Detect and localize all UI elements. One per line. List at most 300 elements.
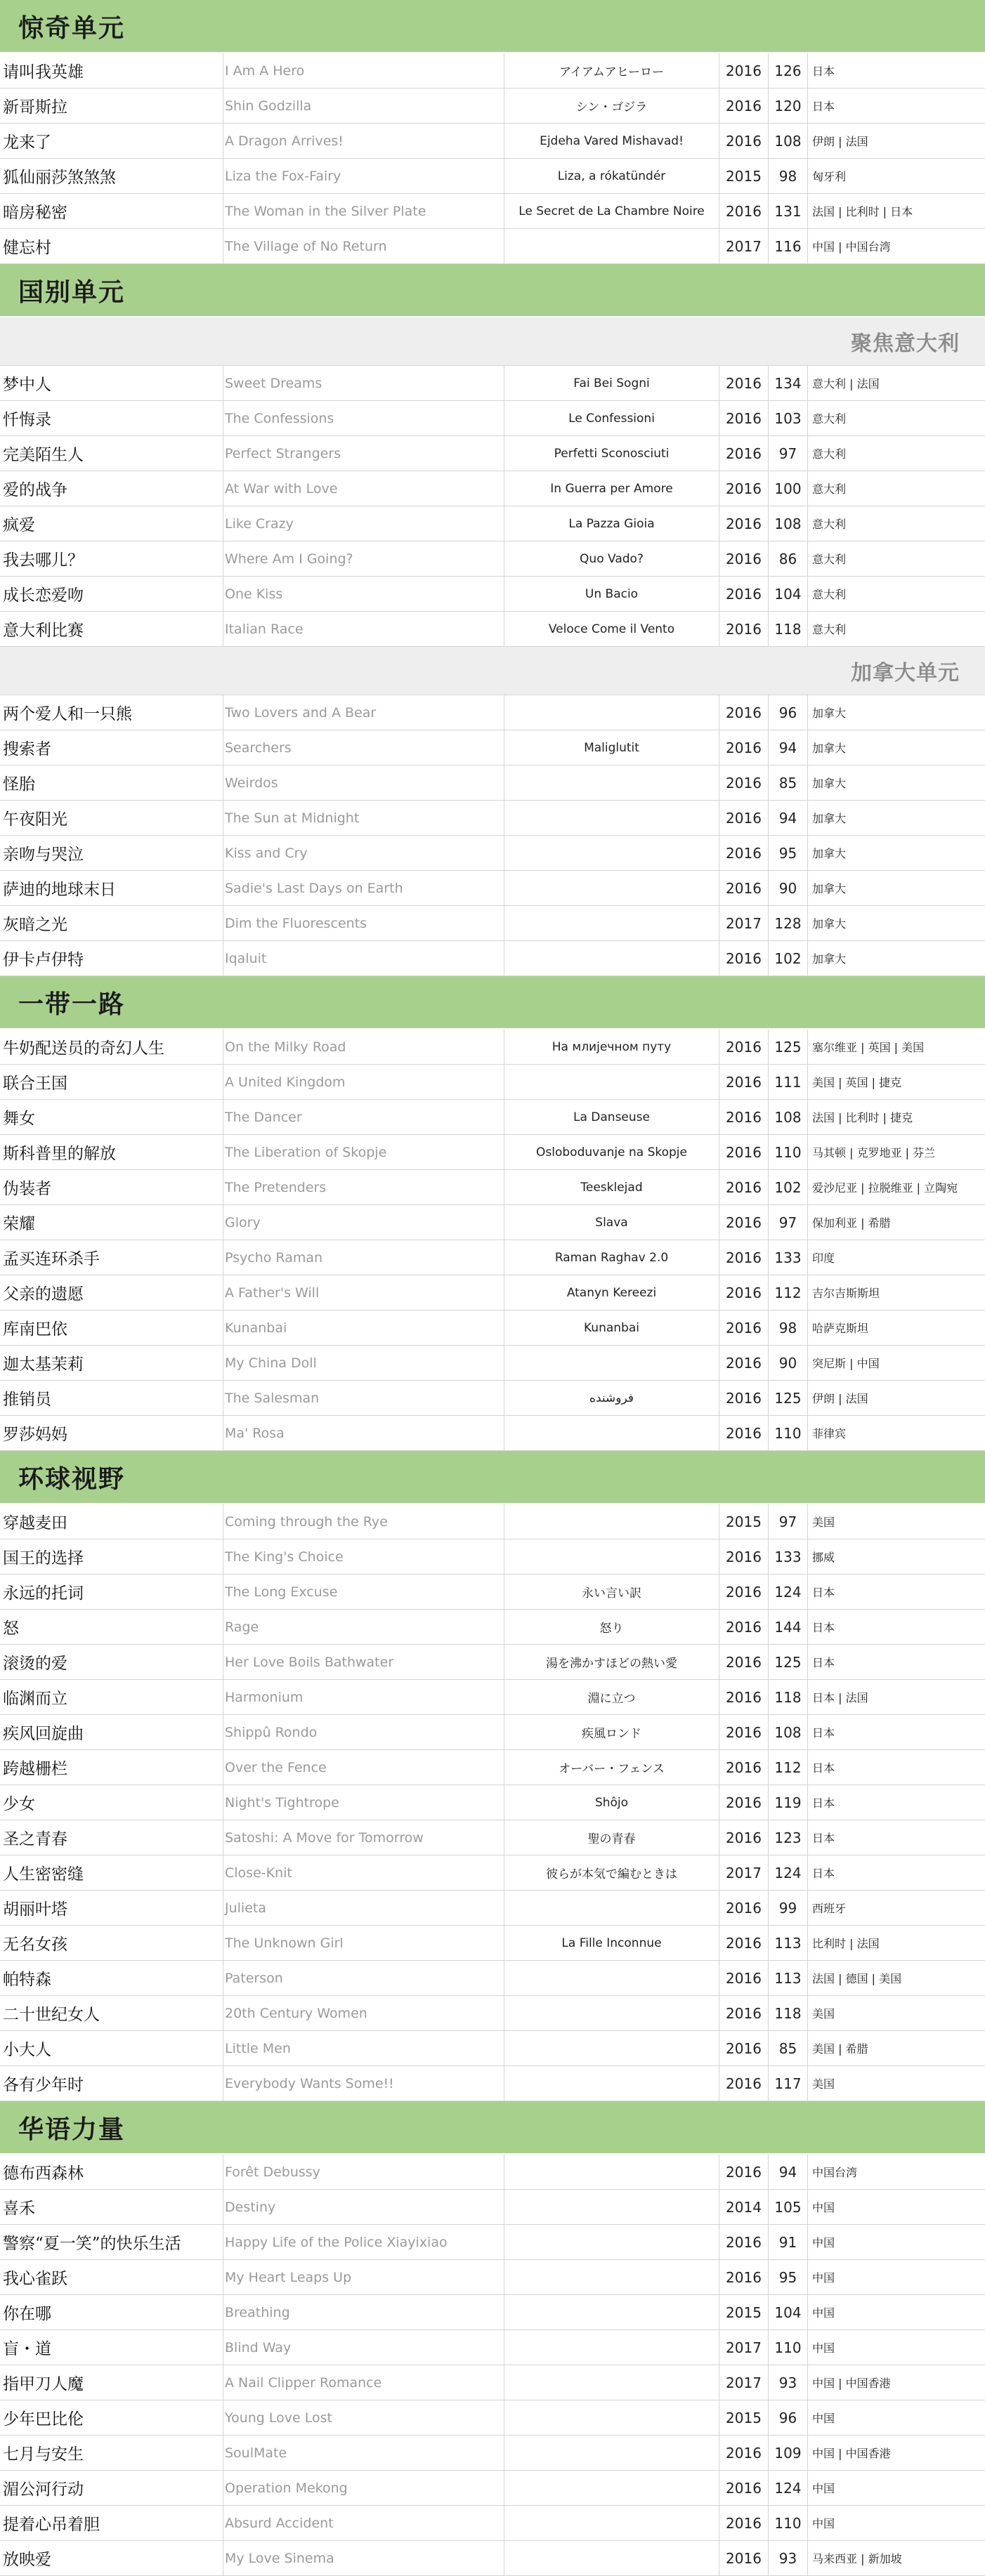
country: 美国 | 希腊	[812, 2042, 868, 2056]
country: 加拿大	[812, 917, 847, 931]
original-title: Liza, a rókatündér	[504, 159, 719, 193]
year: 2017	[719, 229, 769, 263]
original-title	[504, 2260, 719, 2294]
year: 2016	[719, 1135, 769, 1169]
original-title	[504, 801, 719, 835]
duration: 93	[769, 2541, 808, 2575]
duration: 100	[769, 471, 808, 506]
film-row	[0, 2031, 985, 2066]
english-title: The Woman in the Silver Plate	[223, 194, 504, 228]
film-row	[0, 1680, 985, 1715]
country: 保加利亚 | 希腊	[812, 1216, 891, 1230]
year: 2016	[719, 577, 769, 611]
duration: 133	[769, 1240, 808, 1275]
duration: 98	[769, 159, 808, 193]
film-row	[0, 1065, 985, 1100]
film-row	[0, 1170, 985, 1205]
original-title: Atanyn Kereezi	[504, 1275, 719, 1310]
chinese-title: 请叫我英雄	[0, 53, 223, 88]
chinese-title: 牛奶配送员的奇幻人生	[0, 1030, 223, 1064]
english-title: Italian Race	[223, 612, 504, 646]
film-row	[0, 541, 985, 577]
original-title: 永い言い訳	[504, 1575, 719, 1609]
country: 日本	[812, 65, 835, 78]
english-title: Shin Godzilla	[223, 88, 504, 123]
section-title: 国别单元	[18, 277, 126, 307]
country: 加拿大	[812, 742, 847, 755]
original-title	[504, 2400, 719, 2435]
english-title: A Father's Will	[223, 1275, 504, 1310]
original-title: 湯を沸かすほどの熱い愛	[504, 1645, 719, 1679]
country: 意大利 | 法国	[812, 377, 880, 390]
year: 2016	[719, 1680, 769, 1714]
country: 美国 | 英国 | 捷克	[812, 1076, 902, 1089]
country: 日本	[812, 1796, 835, 1810]
chinese-title: 各有少年时	[0, 2066, 223, 2101]
year: 2016	[719, 1275, 769, 1310]
year: 2016	[719, 801, 769, 835]
original-title: Veloce Come il Vento	[504, 612, 719, 646]
original-title	[504, 1416, 719, 1450]
chinese-title: 喜禾	[0, 2190, 223, 2224]
english-title: Kiss and Cry	[223, 836, 504, 870]
film-row	[0, 1891, 985, 1926]
country: 爱沙尼亚 | 拉脱维亚 | 立陶宛	[812, 1181, 958, 1195]
year: 2016	[719, 695, 769, 730]
film-row	[0, 1926, 985, 1961]
chinese-title: 指甲刀人魔	[0, 2365, 223, 2400]
chinese-title: 小大人	[0, 2031, 223, 2065]
film-row	[0, 2436, 985, 2471]
film-row	[0, 612, 985, 647]
country: 马其顿 | 克罗地亚 | 芬兰	[812, 1146, 936, 1159]
subsection-header	[0, 317, 985, 366]
year: 2016	[719, 471, 769, 506]
english-title: Her Love Boils Bathwater	[223, 1645, 504, 1679]
duration: 105	[769, 2190, 808, 2224]
chinese-title: 两个爱人和一只熊	[0, 695, 223, 730]
film-row	[0, 53, 985, 88]
original-title: Le Secret de La Chambre Noire	[504, 194, 719, 228]
film-row	[0, 1750, 985, 1785]
section-title: 环球视野	[18, 1464, 126, 1494]
country: 加拿大	[812, 952, 847, 966]
duration: 94	[769, 730, 808, 765]
duration: 116	[769, 229, 808, 263]
chinese-title: 国王的选择	[0, 1539, 223, 1574]
section	[0, 2101, 985, 2576]
country: 意大利	[812, 588, 847, 601]
duration: 95	[769, 836, 808, 870]
chinese-title: 滚烫的爱	[0, 1645, 223, 1679]
country: 印度	[812, 1251, 835, 1265]
year: 2017	[719, 906, 769, 940]
english-title: Liza the Fox-Fairy	[223, 159, 504, 193]
film-row	[0, 194, 985, 229]
year: 2016	[719, 1381, 769, 1415]
year: 2016	[719, 2541, 769, 2575]
chinese-title: 我去哪儿？	[0, 541, 223, 576]
year: 2016	[719, 871, 769, 905]
film-row	[0, 1381, 985, 1416]
year: 2016	[719, 1750, 769, 1785]
film-row	[0, 871, 985, 906]
english-title: The King's Choice	[223, 1539, 504, 1574]
year: 2016	[719, 2471, 769, 2505]
original-title	[504, 2471, 719, 2505]
original-title: Osloboduvanje na Skopje	[504, 1135, 719, 1169]
english-title: Two Lovers and A Bear	[223, 695, 504, 730]
country: 意大利	[812, 482, 847, 496]
film-row	[0, 2471, 985, 2506]
film-row	[0, 366, 985, 401]
subsection-header	[0, 647, 985, 695]
country: 日本	[812, 1832, 835, 1845]
english-title: Satoshi: A Move for Tomorrow	[223, 1820, 504, 1855]
film-row	[0, 1240, 985, 1275]
country: 美国	[812, 2007, 835, 2020]
year: 2016	[719, 541, 769, 576]
original-title: Le Confessioni	[504, 401, 719, 435]
english-title: Close-Knit	[223, 1855, 504, 1890]
original-title: Teesklejad	[504, 1170, 719, 1204]
original-title: Slava	[504, 1205, 719, 1240]
subsection-title: 聚焦意大利	[851, 331, 960, 356]
film-row	[0, 1820, 985, 1855]
film-row	[0, 506, 985, 541]
chinese-title: 胡丽叶塔	[0, 1891, 223, 1925]
english-title: A United Kingdom	[223, 1065, 504, 1099]
film-row	[0, 1416, 985, 1451]
english-title: The Confessions	[223, 401, 504, 435]
english-title: Blind Way	[223, 2330, 504, 2365]
original-title	[504, 2031, 719, 2065]
original-title	[504, 1504, 719, 1539]
film-row	[0, 1645, 985, 1680]
duration: 110	[769, 2330, 808, 2365]
original-title	[504, 1891, 719, 1925]
english-title: Operation Mekong	[223, 2471, 504, 2505]
chinese-title: 父亲的遗愿	[0, 1275, 223, 1310]
country: 日本	[812, 1867, 835, 1880]
chinese-title: 帕特森	[0, 1961, 223, 1995]
english-title: The Pretenders	[223, 1170, 504, 1204]
country: 中国	[812, 2201, 835, 2214]
original-title	[504, 1539, 719, 1574]
film-row	[0, 1100, 985, 1135]
year: 2016	[719, 53, 769, 88]
country: 意大利	[812, 447, 847, 461]
original-title: Maliglutit	[504, 730, 719, 765]
original-title: Fai Bei Sogni	[504, 366, 719, 400]
original-title: Perfetti Sconosciuti	[504, 436, 719, 471]
english-title: Sweet Dreams	[223, 366, 504, 400]
country: 日本	[812, 1726, 835, 1740]
english-title: Young Love Lost	[223, 2400, 504, 2435]
english-title: Night's Tightrope	[223, 1785, 504, 1820]
duration: 117	[769, 2066, 808, 2101]
film-row	[0, 730, 985, 765]
film-row	[0, 2225, 985, 2260]
original-title	[504, 2436, 719, 2470]
chinese-title: 萨迪的地球末日	[0, 871, 223, 905]
chinese-title: 我心雀跃	[0, 2260, 223, 2294]
original-title	[504, 2330, 719, 2365]
chinese-title: 斯科普里的解放	[0, 1135, 223, 1169]
chinese-title: 健忘村	[0, 229, 223, 263]
english-title: Forêt Debussy	[223, 2155, 504, 2189]
duration: 94	[769, 801, 808, 835]
country: 加拿大	[812, 882, 847, 895]
duration: 97	[769, 1504, 808, 1539]
english-title: Searchers	[223, 730, 504, 765]
country: 西班牙	[812, 1902, 847, 1915]
english-title: Iqaluit	[223, 941, 504, 975]
country: 挪威	[812, 1551, 835, 1564]
original-title	[504, 2155, 719, 2189]
original-title	[504, 2225, 719, 2259]
country: 菲律宾	[812, 1427, 847, 1440]
film-row	[0, 1961, 985, 1996]
chinese-title: 狐仙丽莎煞煞煞	[0, 159, 223, 193]
film-row	[0, 2260, 985, 2295]
section-header	[0, 2101, 985, 2155]
country: 中国	[812, 2236, 835, 2249]
duration: 108	[769, 1100, 808, 1134]
original-title: Quo Vado?	[504, 541, 719, 576]
english-title: Coming through the Rye	[223, 1504, 504, 1539]
duration: 103	[769, 401, 808, 435]
section	[0, 0, 985, 264]
original-title: シン・ゴジラ	[504, 88, 719, 123]
film-row	[0, 2295, 985, 2330]
film-row	[0, 1996, 985, 2031]
duration: 90	[769, 871, 808, 905]
film-row	[0, 2155, 985, 2190]
duration: 85	[769, 765, 808, 800]
original-title: 彼らが本気で編むときは	[504, 1855, 719, 1890]
chinese-title: 成长恋爱吻	[0, 577, 223, 611]
chinese-title: 新哥斯拉	[0, 88, 223, 123]
year: 2016	[719, 1891, 769, 1925]
original-title: 怒り	[504, 1610, 719, 1644]
country: 美国	[812, 2077, 835, 2091]
year: 2016	[719, 124, 769, 158]
year: 2016	[719, 1416, 769, 1450]
chinese-title: 完美陌生人	[0, 436, 223, 471]
chinese-title: 放映爱	[0, 2541, 223, 2575]
duration: 90	[769, 1346, 808, 1380]
duration: 111	[769, 1065, 808, 1099]
chinese-title: 爱的战争	[0, 471, 223, 506]
country: 日本	[812, 1586, 835, 1599]
year: 2016	[719, 1645, 769, 1679]
country: 意大利	[812, 412, 847, 426]
duration: 128	[769, 906, 808, 940]
english-title: Dim the Fluorescents	[223, 906, 504, 940]
chinese-title: 梦中人	[0, 366, 223, 400]
duration: 104	[769, 577, 808, 611]
original-title: アイアムアヒーロー	[504, 53, 719, 88]
year: 2017	[719, 1855, 769, 1890]
original-title	[504, 2541, 719, 2575]
year: 2016	[719, 2506, 769, 2540]
chinese-title: 意大利比赛	[0, 612, 223, 646]
duration: 95	[769, 2260, 808, 2294]
year: 2016	[719, 1100, 769, 1134]
original-title	[504, 695, 719, 730]
section-header	[0, 976, 985, 1030]
film-row	[0, 1205, 985, 1240]
duration: 96	[769, 2400, 808, 2435]
film-row	[0, 2330, 985, 2365]
chinese-title: 忏悔录	[0, 401, 223, 435]
chinese-title: 圣之青春	[0, 1820, 223, 1855]
duration: 102	[769, 941, 808, 975]
english-title: Little Men	[223, 2031, 504, 2065]
english-title: My Heart Leaps Up	[223, 2260, 504, 2294]
year: 2016	[719, 2225, 769, 2259]
year: 2016	[719, 1310, 769, 1345]
original-title: La Fille Inconnue	[504, 1926, 719, 1960]
chinese-title: 舞女	[0, 1100, 223, 1134]
duration: 126	[769, 53, 808, 88]
year: 2016	[719, 1575, 769, 1609]
year: 2016	[719, 836, 769, 870]
original-title	[504, 2190, 719, 2224]
english-title: Sadie's Last Days on Earth	[223, 871, 504, 905]
section	[0, 264, 985, 976]
english-title: 20th Century Women	[223, 1996, 504, 2030]
country: 吉尔吉斯斯坦	[812, 1287, 880, 1300]
chinese-title: 临渊而立	[0, 1680, 223, 1714]
original-title	[504, 1996, 719, 2030]
section-header	[0, 1451, 985, 1504]
country: 意大利	[812, 623, 847, 636]
original-title	[504, 1961, 719, 1995]
year: 2016	[719, 1065, 769, 1099]
section-title: 惊奇单元	[18, 13, 126, 43]
film-row	[0, 88, 985, 124]
original-title	[504, 2365, 719, 2400]
chinese-title: 少年巴比伦	[0, 2400, 223, 2435]
duration: 118	[769, 1680, 808, 1714]
original-title: 淵に立つ	[504, 1680, 719, 1714]
duration: 109	[769, 2436, 808, 2470]
duration: 96	[769, 695, 808, 730]
english-title: Rage	[223, 1610, 504, 1644]
english-title: The Salesman	[223, 1381, 504, 1415]
year: 2016	[719, 765, 769, 800]
chinese-title: 亲吻与哭泣	[0, 836, 223, 870]
section	[0, 976, 985, 1451]
year: 2016	[719, 1240, 769, 1275]
film-row	[0, 765, 985, 801]
year: 2015	[719, 2295, 769, 2329]
film-row	[0, 2506, 985, 2541]
year: 2016	[719, 730, 769, 765]
year: 2016	[719, 2066, 769, 2101]
country: 中国	[812, 2482, 835, 2495]
duration: 85	[769, 2031, 808, 2065]
duration: 120	[769, 88, 808, 123]
english-title: The Liberation of Skopje	[223, 1135, 504, 1169]
country: 意大利	[812, 553, 847, 566]
original-title: Raman Raghav 2.0	[504, 1240, 719, 1275]
film-row	[0, 1030, 985, 1065]
chinese-title: 跨越栅栏	[0, 1750, 223, 1785]
year: 2016	[719, 1961, 769, 1995]
country: 中国	[812, 2341, 835, 2355]
film-row	[0, 801, 985, 836]
film-row	[0, 1310, 985, 1346]
chinese-title: 提着心吊着胆	[0, 2506, 223, 2540]
country: 匈牙利	[812, 170, 847, 183]
country: 加拿大	[812, 707, 847, 720]
section	[0, 1451, 985, 2101]
english-title: I Am A Hero	[223, 53, 504, 88]
english-title: Ma' Rosa	[223, 1416, 504, 1450]
country: 意大利	[812, 518, 847, 531]
year: 2016	[719, 436, 769, 471]
year: 2016	[719, 506, 769, 541]
english-title: A Nail Clipper Romance	[223, 2365, 504, 2400]
duration: 110	[769, 1416, 808, 1450]
chinese-title: 推销员	[0, 1381, 223, 1415]
country: 中国	[812, 2412, 835, 2425]
country: 法国 | 比利时 | 捷克	[812, 1111, 913, 1124]
section-title: 一带一路	[18, 989, 126, 1019]
year: 2014	[719, 2190, 769, 2224]
english-title: The Long Excuse	[223, 1575, 504, 1609]
film-row	[0, 1135, 985, 1170]
chinese-title: 少女	[0, 1785, 223, 1820]
film-row	[0, 229, 985, 264]
film-row	[0, 1715, 985, 1750]
original-title	[504, 2295, 719, 2329]
film-row	[0, 2365, 985, 2400]
film-row	[0, 159, 985, 194]
english-title: Psycho Raman	[223, 1240, 504, 1275]
original-title	[504, 2506, 719, 2540]
year: 2016	[719, 2260, 769, 2294]
chinese-title: 孟买连环杀手	[0, 1240, 223, 1275]
year: 2016	[719, 366, 769, 400]
country: 日本	[812, 1656, 835, 1669]
duration: 113	[769, 1926, 808, 1960]
country: 突尼斯 | 中国	[812, 1357, 880, 1370]
english-title: Paterson	[223, 1961, 504, 1995]
year: 2016	[719, 941, 769, 975]
duration: 108	[769, 1715, 808, 1749]
chinese-title: 穿越麦田	[0, 1504, 223, 1539]
duration: 118	[769, 1996, 808, 2030]
duration: 125	[769, 1381, 808, 1415]
original-title: La Danseuse	[504, 1100, 719, 1134]
film-row	[0, 1539, 985, 1575]
chinese-title: 盲・道	[0, 2330, 223, 2365]
film-row	[0, 471, 985, 506]
duration: 131	[769, 194, 808, 228]
year: 2017	[719, 2330, 769, 2365]
film-row	[0, 401, 985, 436]
year: 2016	[719, 2436, 769, 2470]
country: 中国 | 中国台湾	[812, 240, 891, 254]
country: 中国台湾	[812, 2166, 858, 2179]
duration: 112	[769, 1750, 808, 1785]
country: 日本	[812, 1621, 835, 1634]
film-row	[0, 1275, 985, 1310]
